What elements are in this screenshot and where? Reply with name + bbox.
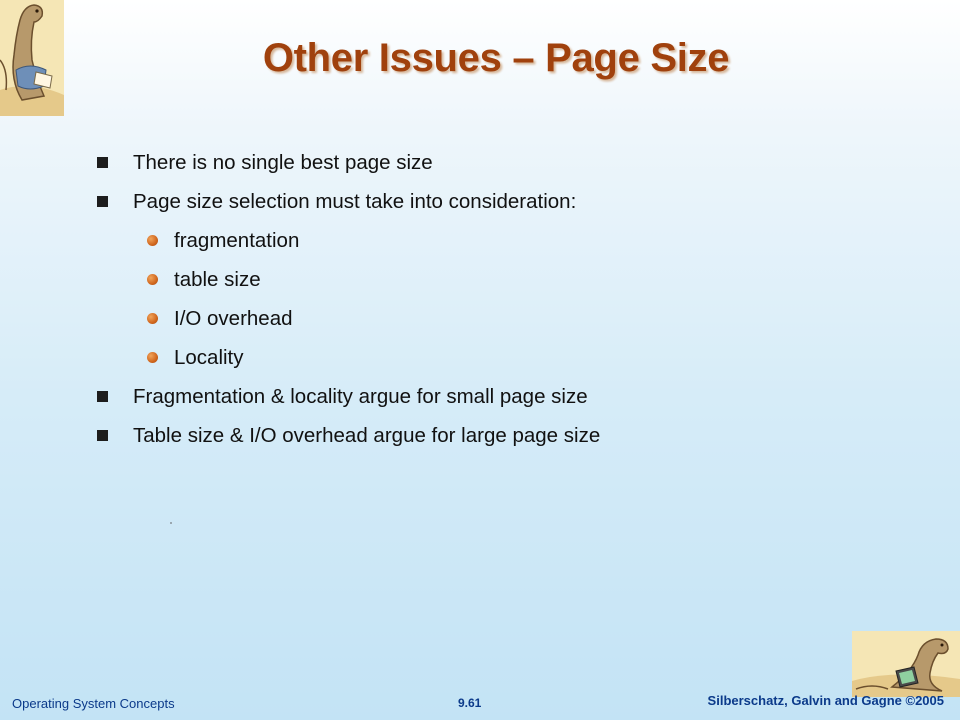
bullet-item	[96, 187, 600, 226]
bullet-text: Page size selection must take into consideration:	[133, 190, 577, 213]
bullet-text: There is no single best page size	[133, 151, 433, 174]
bullet-text: Fragmentation & locality argue for small page size	[133, 385, 588, 408]
bullet-item	[96, 148, 600, 187]
footer-course: Operating System Concepts	[12, 696, 175, 711]
round-bullet-icon	[147, 313, 158, 324]
square-bullet-icon	[97, 196, 108, 207]
sub-bullet-text: fragmentation	[174, 229, 300, 252]
bullet-list	[96, 148, 600, 460]
sub-bullet-item	[96, 343, 600, 382]
sub-bullet-text: I/O overhead	[174, 307, 293, 330]
sub-bullet-text: Locality	[174, 346, 244, 369]
bullet-text: Table size & I/O overhead argue for large page size	[133, 424, 601, 447]
bullet-item	[96, 421, 600, 460]
speck	[170, 522, 172, 524]
round-bullet-icon	[147, 235, 158, 246]
sub-bullet-item	[96, 226, 600, 265]
square-bullet-icon	[97, 391, 108, 402]
footer-copyright: Silberschatz, Galvin and Gagne ©2005	[707, 693, 944, 708]
square-bullet-icon	[97, 157, 108, 168]
sub-bullet-item	[96, 304, 600, 343]
bullet-item	[96, 382, 600, 421]
sub-bullet-text: table size	[174, 268, 261, 291]
square-bullet-icon	[97, 430, 108, 441]
sub-bullet-item	[96, 265, 600, 304]
footer-slide-number: 9.61	[458, 696, 482, 710]
round-bullet-icon	[147, 352, 158, 363]
dinosaur-laptop-icon	[852, 631, 960, 697]
round-bullet-icon	[147, 274, 158, 285]
slide-title: Other Issues – Page Size	[262, 36, 730, 80]
